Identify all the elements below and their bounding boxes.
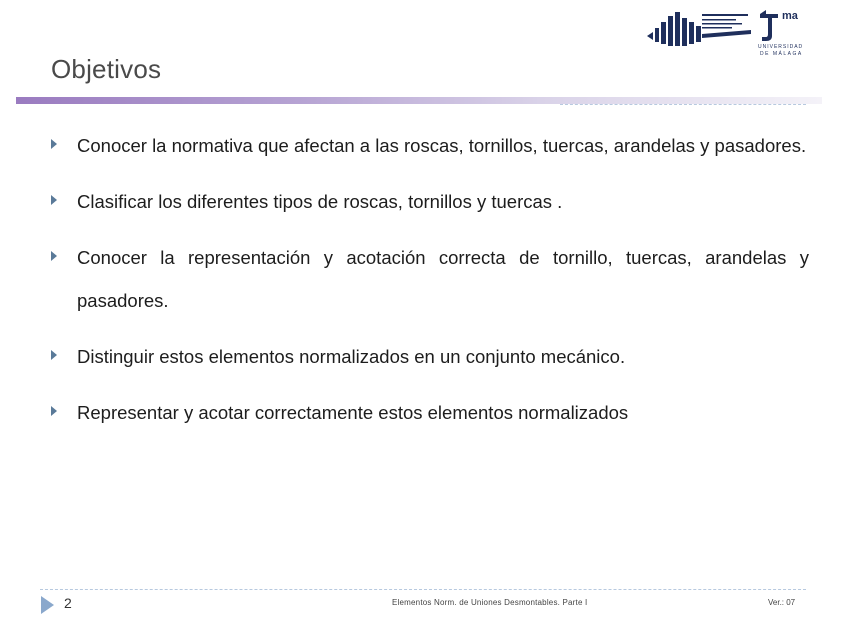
bullet-text: Conocer la normativa que afectan a las roscas, tornillos, tuercas, arandelas y pasadores. — [77, 135, 807, 156]
footer-title: Elementos Norm. de Uniones Desmontables. Parte I — [392, 598, 588, 607]
bullet-text: Distinguir estos elementos normalizados en un conjunto mecánico. — [77, 346, 626, 367]
bullet-item — [49, 335, 809, 378]
bullet-item — [49, 391, 809, 434]
triangle-right-icon — [51, 251, 57, 261]
bullet-text: Representar y acotar correctamente estos elementos normalizados — [77, 402, 629, 423]
uma-caption-line2: DE MÁLAGA — [760, 51, 803, 57]
uma-mark: ma — [782, 10, 798, 22]
bullet-list — [49, 124, 809, 434]
triangle-right-icon — [51, 406, 57, 416]
title-accent-bar — [16, 97, 822, 104]
page-number: 2 — [64, 595, 72, 611]
uma-caption-line1: UNIVERSIDAD — [758, 44, 804, 50]
footer-version: Ver.: 07 — [768, 598, 796, 607]
slide-title: Objetivos — [51, 54, 162, 84]
triangle-right-icon — [51, 350, 57, 360]
bullet-text: Clasificar los diferentes tipos de roscas, tornillos y tuercas . — [77, 191, 563, 212]
bullet-item — [49, 236, 809, 322]
university-logo — [756, 8, 812, 60]
play-arrow-icon — [41, 596, 54, 614]
triangle-right-icon — [51, 139, 57, 149]
bullet-item — [49, 180, 809, 223]
triangle-right-icon — [51, 195, 57, 205]
bullet-item — [49, 124, 809, 167]
title-dashed-line — [560, 104, 806, 105]
bullet-text: Conocer la representación y acotación correcta de tornillo, tuercas, arandelas y pasadores. — [77, 247, 809, 311]
department-logo — [645, 8, 753, 50]
footer-dashed-line — [40, 589, 806, 590]
